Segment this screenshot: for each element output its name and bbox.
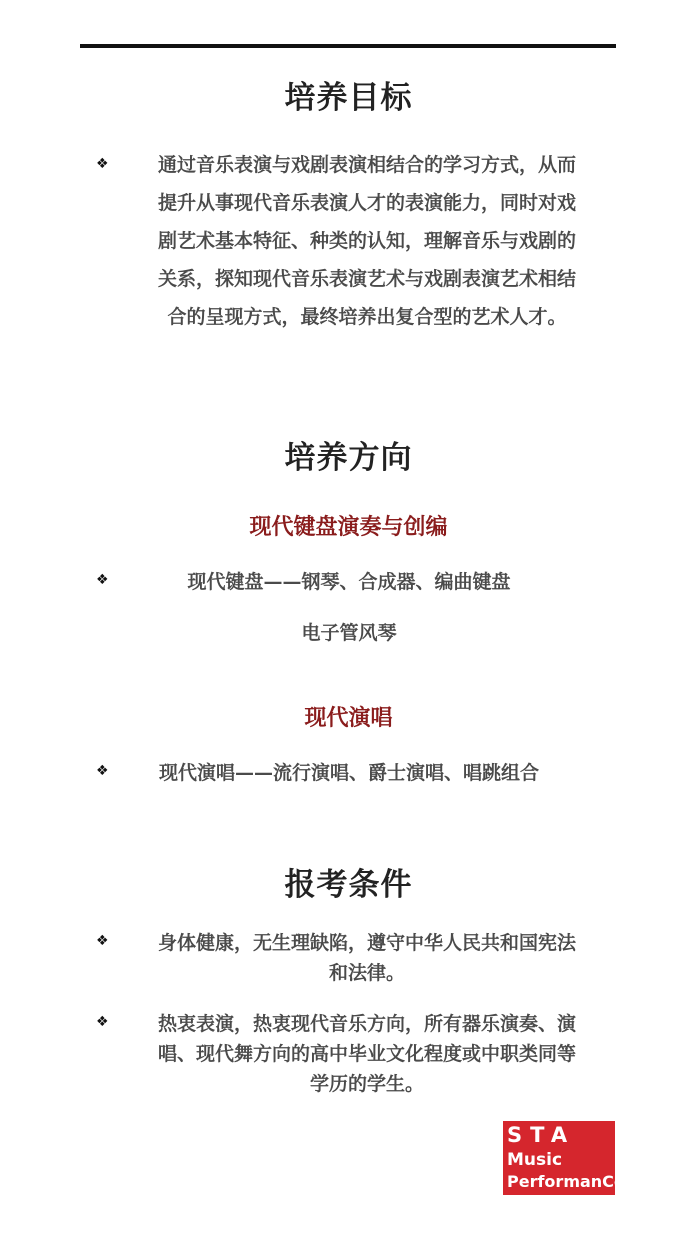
- top-divider: [80, 44, 616, 48]
- logo-line-3: PerformanCe: [507, 1172, 625, 1191]
- goal-line-1: 通过音乐表演与戏剧表演相结合的学习方式，从而: [157, 154, 576, 176]
- requirement-1-line-1: 身体健康，无生理缺陷，遵守中华人民共和国宪法: [157, 932, 576, 954]
- requirement-1-line-2: 和法律。: [328, 962, 405, 984]
- requirement-2-line-2: 唱、现代舞方向的高中毕业文化程度或中职类同等: [157, 1043, 576, 1065]
- singing-bullet-icon: ❖: [96, 763, 109, 779]
- requirement-1-bullet-icon: ❖: [96, 933, 109, 949]
- requirement-2-bullet-icon: ❖: [96, 1014, 109, 1030]
- direction-heading: 培养方向: [284, 440, 413, 476]
- goal-line-4: 关系，探知现代音乐表演艺术与戏剧表演艺术相结: [157, 268, 576, 290]
- keyboard-bullet-icon: ❖: [96, 572, 109, 588]
- goal-heading: 培养目标: [284, 80, 413, 116]
- logo-line-1: STA: [507, 1123, 576, 1147]
- keyboard-line-1: 现代键盘——钢琴、合成器、编曲键盘: [187, 571, 511, 593]
- goal-line-5: 合的呈现方式，最终培养出复合型的艺术人才。: [167, 306, 567, 328]
- goal-bullet-icon: ❖: [96, 156, 109, 172]
- goal-line-2: 提升从事现代音乐表演人才的表演能力，同时对戏: [157, 192, 576, 214]
- goal-line-3: 剧艺术基本特征、种类的认知，理解音乐与戏剧的: [157, 230, 576, 252]
- singing-subheading: 现代演唱: [304, 705, 393, 731]
- sta-music-performance-logo: [503, 1121, 625, 1195]
- keyboard-line-2: 电子管风琴: [301, 622, 397, 644]
- logo-line-2: Music: [507, 1150, 563, 1170]
- requirements-heading: 报考条件: [284, 867, 413, 903]
- singing-line-1: 现代演唱——流行演唱、爵士演唱、唱跳组合: [158, 762, 539, 784]
- requirement-2-line-3: 学历的学生。: [309, 1073, 424, 1095]
- keyboard-subheading: 现代键盘演奏与创编: [249, 514, 448, 540]
- requirement-2-line-1: 热衷表演，热衷现代音乐方向，所有器乐演奏、演: [157, 1013, 576, 1035]
